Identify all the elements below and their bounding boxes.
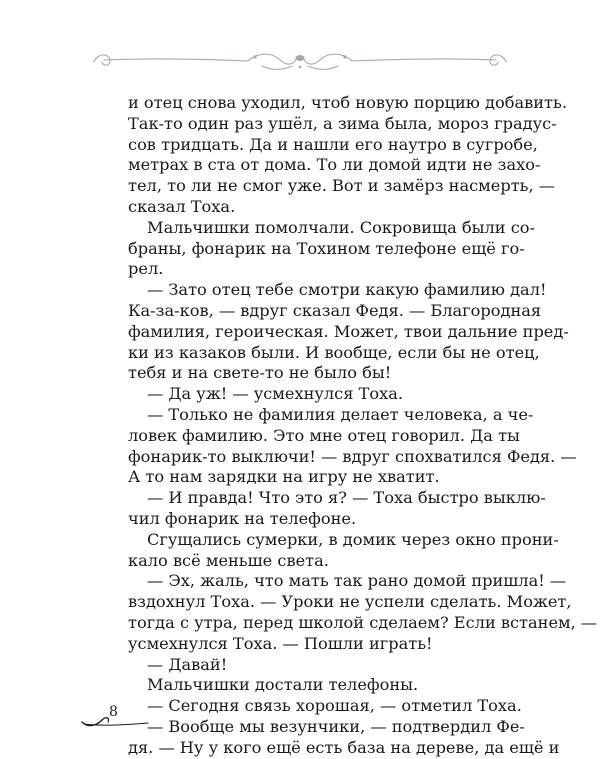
ornament-dot-right <box>343 55 346 58</box>
ornament-center-leaf-left <box>262 66 292 69</box>
ornament-dot-center <box>299 66 302 69</box>
ornament-right-line <box>352 59 496 61</box>
text-line: рел. <box>128 259 164 279</box>
text-line: Мальчишки достали телефоны. <box>147 675 419 695</box>
text-line: — Зато отец тебе смотри какую фамилию дал! <box>147 280 547 300</box>
text-line: тебя и на свете-то не было бы! <box>128 363 392 383</box>
text-line: — Да уж! — усмехнулся Тоха. <box>147 384 404 404</box>
text-line: усмехнулся Тоха. — Пошли играть! <box>128 633 433 653</box>
text-line: — Только не фамилия делает человека, а че- <box>147 404 534 424</box>
text-line: вздохнул Тоха. — Уроки не успели сделать. Может, <box>128 592 572 612</box>
text-line: Так-то один раз ушёл, а зима была, мороз градус- <box>128 113 557 133</box>
text-line: Сгущались сумерки, в домик через окно прони- <box>147 529 559 549</box>
text-line: фамилия, героическая. Может, твои дальние пред- <box>128 321 569 341</box>
text-line: браны, фонарик на Тохином телефоне ещё го- <box>128 238 525 258</box>
text-line: фонарик-то выключи! — вдруг спохватился Федя. — <box>128 446 577 466</box>
text-line: сов тридцать. Да и нашли его наутро в сугробе, <box>128 134 538 154</box>
ornament-center-leaf-right <box>308 66 338 69</box>
body-text <box>128 93 598 759</box>
text-line: кало всё меньше света. <box>128 550 329 570</box>
text-line: Мальчишки помолчали. Сокровища были со- <box>147 217 536 237</box>
text-line: Ка-за-ков, — вдруг сказал Федя. — Благородная <box>128 300 542 320</box>
text-line: ки из казаков были. И вообще, если бы не отец, <box>128 342 540 362</box>
text-line: — И правда! Что это я? — Тоха быстро выклю- <box>147 488 546 508</box>
text-line: А то нам зарядки на игру не хватит. <box>128 467 440 487</box>
text-line: — Эх, жаль, что мать так рано домой пришла! — <box>147 571 567 591</box>
text-line: метрах в ста от дома. То ли домой идти не захо- <box>128 155 541 175</box>
text-line: тогда с утра, перед школой сделаем? Если встанем, — <box>128 612 598 632</box>
page-footer <box>80 704 150 730</box>
text-line: и отец снова уходил, чтоб новую порцию добавить. <box>128 93 567 112</box>
text-line: тел, то ли не смог уже. Вот и замёрз насмерть, — <box>128 176 555 196</box>
text-line: сказал Тоха. <box>128 196 236 216</box>
header-ornament <box>0 40 600 80</box>
text-line: дя. — Ну у кого ещё есть база на дереве, да ещё и <box>128 737 560 757</box>
text-line: — Давай! <box>147 654 228 674</box>
text-line: — Вообще мы везунчики, — подтвердил Фе- <box>147 716 525 736</box>
ornament-center-bud <box>296 55 305 61</box>
text-line: чил фонарик на телефоне. <box>128 508 357 528</box>
page-number: 8 <box>109 704 118 720</box>
ornament-left-line <box>104 59 248 61</box>
ornament-dot-left <box>253 55 256 58</box>
text-line: — Сегодня связь хорошая, — отметил Тоха. <box>147 696 522 716</box>
text-line: ловек фамилию. Это мне отец говорил. Да ты <box>128 425 520 445</box>
